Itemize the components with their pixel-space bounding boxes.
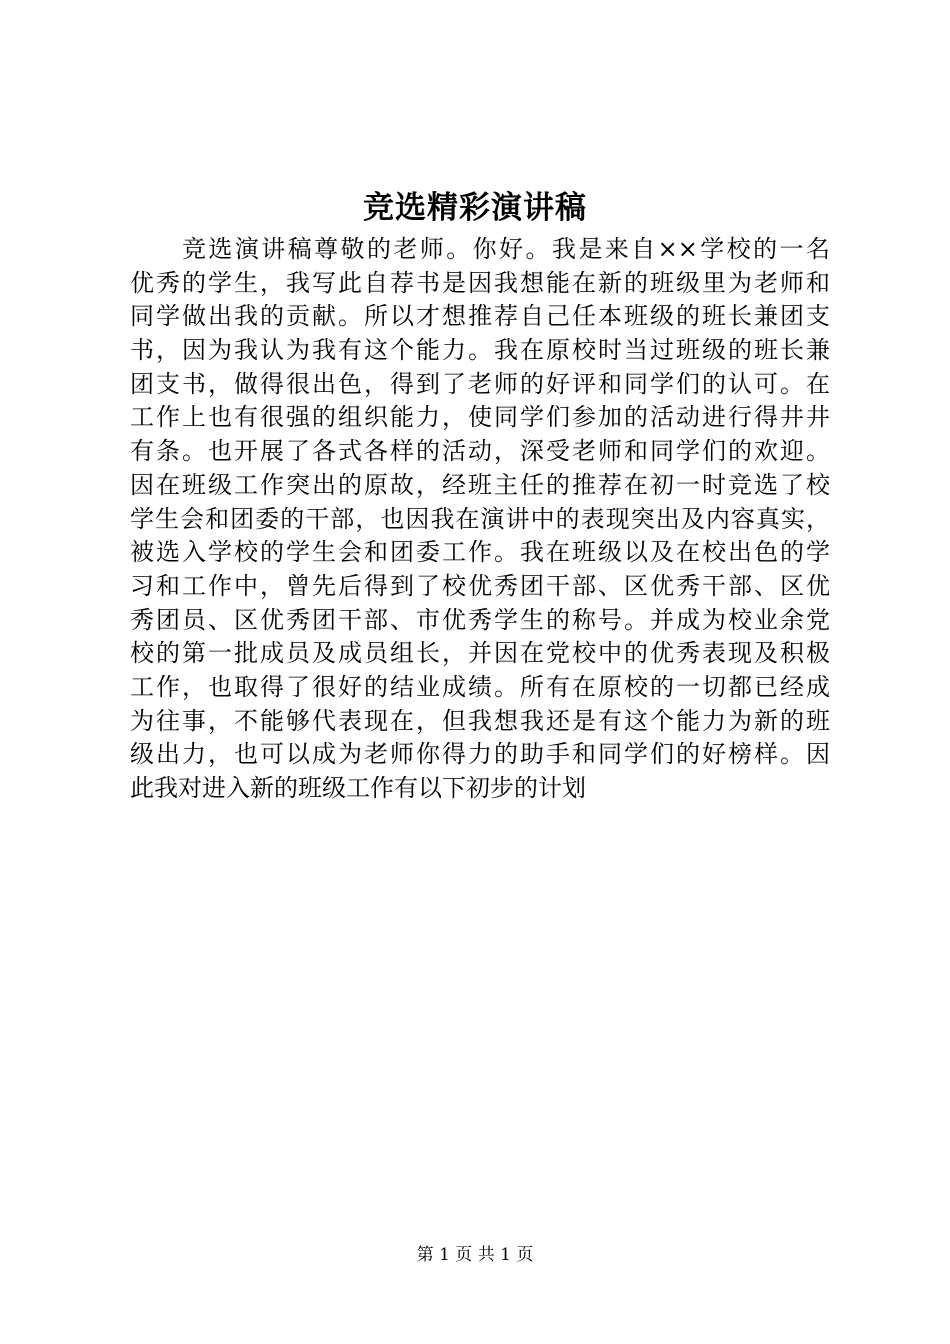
body-line: 因在班级工作突出的原故，经班主任的推荐在初一时竞选了校 <box>130 470 830 499</box>
page-number-footer: 第 1 页 共 1 页 <box>416 1245 534 1265</box>
body-line: 工作上也有很强的组织能力，使同学们参加的活动进行得井井 <box>130 403 830 432</box>
body-line: 书，因为我认为我有这个能力。我在原校时当过班级的班长兼 <box>130 336 830 365</box>
document-body <box>130 233 830 806</box>
body-line: 秀团员、区优秀团干部、市优秀学生的称号。并成为校业余党 <box>130 605 830 634</box>
body-line: 竞选演讲稿尊敬的老师。你好。我是来自××学校的一名 <box>182 235 830 263</box>
body-line: 为往事，不能够代表现在，但我想我还是有这个能力为新的班 <box>130 706 830 735</box>
body-line: 团支书，做得很出色，得到了老师的好评和同学们的认可。在 <box>130 369 830 398</box>
body-line: 有条。也开展了各式各样的活动，深受老师和同学们的欢迎。 <box>130 437 830 466</box>
body-line: 同学做出我的贡献。所以才想推荐自己任本班级的班长兼团支 <box>130 302 830 331</box>
body-line: 学生会和团委的干部，也因我在演讲中的表现突出及内容真实， <box>130 504 830 533</box>
body-line: 校的第一批成员及成员组长，并因在党校中的优秀表现及积极 <box>130 639 830 668</box>
body-line: 习和工作中，曾先后得到了校优秀团干部、区优秀干部、区优 <box>130 571 830 600</box>
body-line: 此我对进入新的班级工作有以下初步的计划 <box>130 774 586 802</box>
body-line: 级出力，也可以成为老师你得力的助手和同学们的好榜样。因 <box>130 740 830 769</box>
body-line: 工作，也取得了很好的结业成绩。所有在原校的一切都已经成 <box>130 672 830 701</box>
document-title: 竞选精彩演讲稿 <box>363 190 587 226</box>
body-line: 优秀的学生，我写此自荐书是因我想能在新的班级里为老师和 <box>130 268 830 297</box>
body-line: 被选入学校的学生会和团委工作。我在班级以及在校出色的学 <box>130 538 830 567</box>
